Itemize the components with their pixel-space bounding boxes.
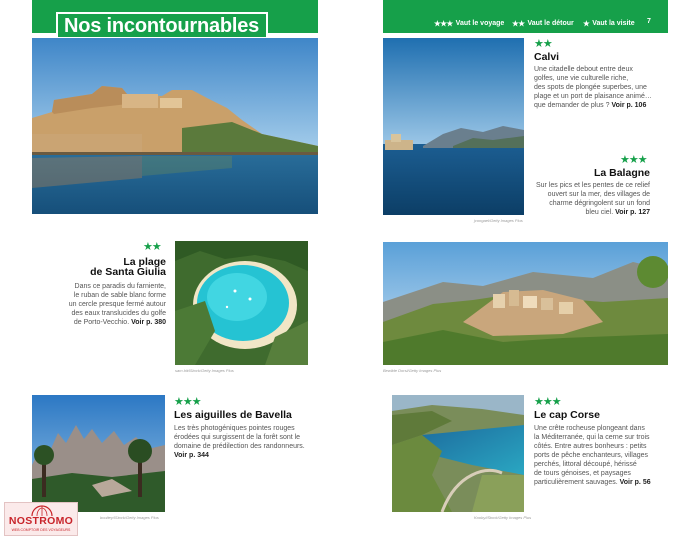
balagne-description (520, 181, 650, 217)
santa-giulia-desc-line: Dans ce paradis du farniente, (74, 283, 166, 290)
cap-corse-desc-line: la Méditerranée, qui la cerne sur trois (534, 434, 650, 441)
cap-corse-credit: Kooby/iStock/Getty Images Plus (474, 515, 532, 520)
bavella-desc-line: domaine de prédilection des randonneurs. (174, 443, 305, 450)
legend-two-stars (512, 17, 574, 29)
bavella-stars: ★★★ (174, 396, 201, 408)
calvi-page-ref[interactable]: Voir p. 106 (611, 102, 647, 109)
calvi-desc-line: des spots de plongée superbes, une (534, 84, 647, 91)
bavella-title: Les aiguilles de Bavella (174, 409, 292, 421)
balagne-desc-line: charme dégringolent sur un fond (549, 200, 650, 207)
bavella-page-ref[interactable]: Voir p. 344 (174, 452, 209, 459)
calvi-desc-line: que demander de plus ? (534, 102, 610, 109)
santa-giulia-desc-line: le ruban de sable blanc forme (73, 292, 166, 299)
legend-label: Vaut la visite (592, 19, 635, 27)
legend-three-stars (434, 17, 504, 29)
bavella-credit: boultey/iStock/Getty Images Plus (100, 515, 159, 520)
logo-tagline: WEB COMPTOIR DES VOYAGEURS (11, 528, 71, 532)
cap-corse-desc-line: côtés. Entre autres bonheurs : petits (534, 443, 647, 450)
balagne-page-ref[interactable]: Voir p. 127 (615, 209, 650, 216)
cap-corse-desc-line: ports de pêche enchanteurs, villages (534, 452, 649, 459)
balagne-desc-line: bleu ciel. (585, 209, 614, 216)
legend-label: Vaut le voyage (455, 19, 505, 27)
cap-corse-title: Le cap Corse (534, 409, 600, 421)
logo-name: NOSTROMO (8, 515, 74, 527)
santa-giulia-description (36, 282, 166, 327)
page-number: 7 (647, 18, 651, 25)
balagne-stars: ★★★ (620, 154, 647, 166)
cap-corse-stars: ★★★ (534, 396, 561, 408)
santa-giulia-desc-line: de Porto-Vecchio. (73, 319, 130, 326)
legend-stars: ★★ (512, 18, 525, 28)
balagne-desc-line: ouvert sur la mer, des villages de (547, 191, 650, 198)
page-title-box (56, 12, 268, 39)
calvi-desc-line: Une citadelle debout entre deux (534, 66, 633, 73)
santa-giulia-title-line1: La plage (123, 256, 166, 268)
santa-giulia-title-line2: de Santa Giulia (90, 266, 166, 278)
bavella-photo (32, 395, 165, 512)
calvi-credit: jcongael/Getty Images Plus (474, 218, 523, 223)
cap-corse-desc-line: Une crête rocheuse plongeant dans (534, 425, 645, 432)
bavella-desc-line: Les très photogéniques pointes rouges (174, 425, 295, 432)
santa-giulia-desc-line: un cercle presque fermé autour (68, 301, 166, 308)
balagne-desc-line: Sur les pics et les pentes de ce relief (535, 182, 650, 189)
legend-stars: ★★★ (434, 18, 453, 28)
cap-corse-desc-line: particulièrement sauvages. (534, 479, 618, 486)
calvi-title: Calvi (534, 51, 560, 63)
legend-one-star (583, 17, 635, 29)
calvi-stars: ★★ (534, 38, 552, 50)
cap-corse-desc-line: perchés, littoral découpé, hérissé (534, 461, 637, 468)
cap-corse-description (534, 424, 672, 487)
balagne-village-photo (383, 242, 668, 365)
balagne-credit: Bewilde Dorsi/Getty Images Plus (383, 368, 442, 373)
cap-corse-page-ref[interactable]: Voir p. 56 (619, 479, 651, 486)
calvi-desc-line: golfes, une vie culturelle riche, (534, 75, 629, 82)
bavella-description (174, 424, 314, 460)
nostromo-logo[interactable] (4, 502, 78, 536)
santa-giulia-photo (175, 241, 308, 365)
calvi-desc-line: plage et un port de plaisance animé… (534, 93, 652, 100)
santa-giulia-page-ref[interactable]: Voir p. 380 (131, 319, 166, 326)
balagne-title: La Balagne (593, 167, 650, 179)
bavella-desc-line: érodées qui surgissent de la forêt sont le (174, 434, 301, 441)
cap-corse-photo (392, 395, 524, 512)
cap-corse-desc-line: de tours génoises, et paysages (534, 470, 631, 477)
calvi-description (534, 65, 669, 110)
santa-giulia-desc-line: des eaux translucides du golfe (71, 310, 166, 317)
calvi-citadel-photo (32, 38, 318, 214)
santa-giulia-stars: ★★ (143, 241, 161, 253)
page-title: Nos incontournables (64, 15, 260, 37)
legend-stars: ★ (583, 18, 590, 28)
legend-label: Vaut le détour (527, 19, 574, 27)
calvi-bay-photo (383, 38, 524, 215)
santa-giulia-credit: sam bit/iStock/Getty Images Plus (175, 368, 234, 373)
